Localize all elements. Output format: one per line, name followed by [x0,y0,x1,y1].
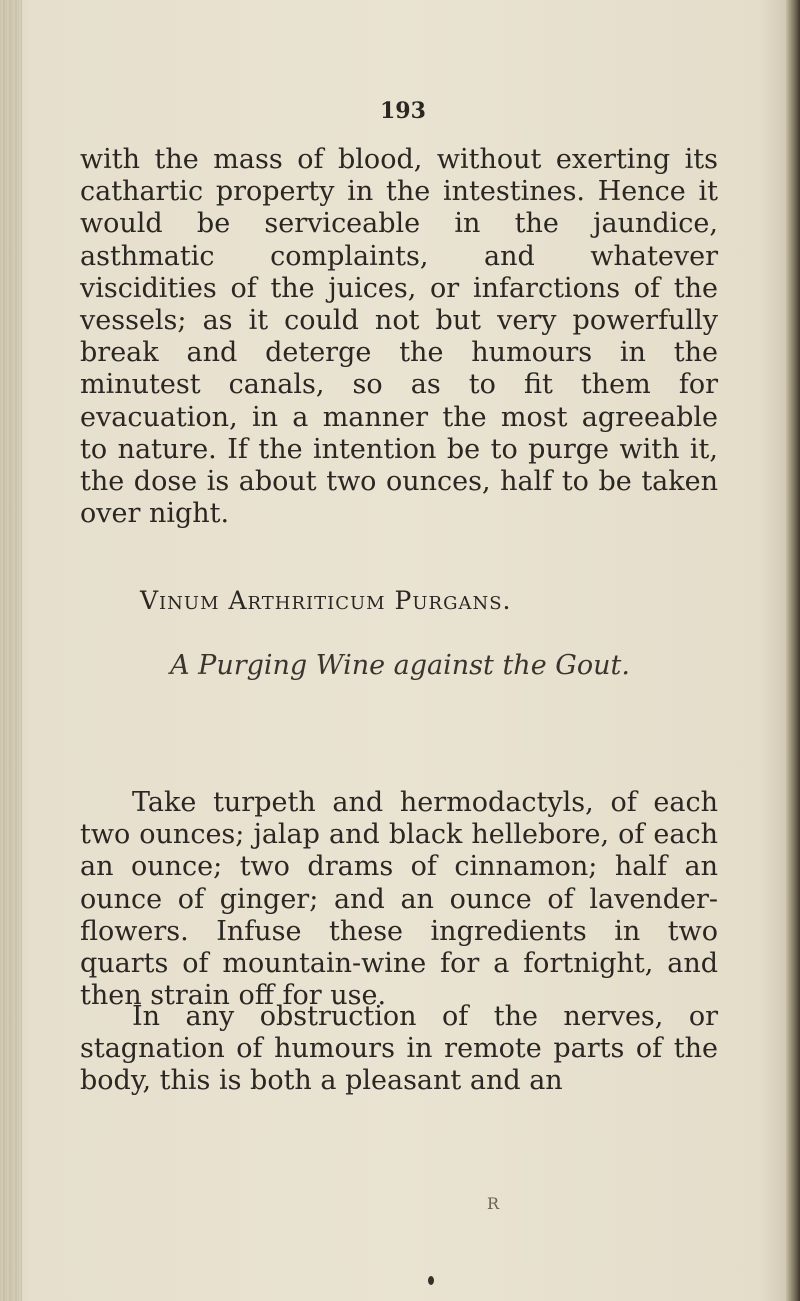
paragraph-continued: with the mass of blood, without exerting its cathartic property in the intestines. Hence it would be serviceable in the jaundice, asthmatic complaints, and whatever viscidities of the juices, or infarctions of the vessels; as it could not but very powerfully break and deterge the humours in the minutest canals, so as to fit them for evacuation, in a manner the most agreeable to nature. If the intention be to purge with it, the dose is about two ounces, half to be taken over night. [80,144,718,530]
recipe-heading: Vinum Arthriticum Purgans. [140,586,512,615]
signature-mark: R [487,1194,500,1213]
recipe-subheading: A Purging Wine against the Gout. [170,650,630,681]
recipe-paragraph: Take turpeth and hermodactyls, of each two ounces; jalap and black hellebore, of each an ounce; two drams of cinnamon; half an ounce of ginger; and an ounce of lavender-flowers. Infuse these ingredients in two quarts of mountain-wine for a fortnight, and then strain off for use. [80,787,718,1012]
closing-paragraph: In any obstruction of the nerves, or stagnation of humours in remote parts of the body, this is both a pleasant and an [80,1001,718,1097]
ink-spot [428,1276,434,1285]
page-number: 193 [380,98,426,124]
